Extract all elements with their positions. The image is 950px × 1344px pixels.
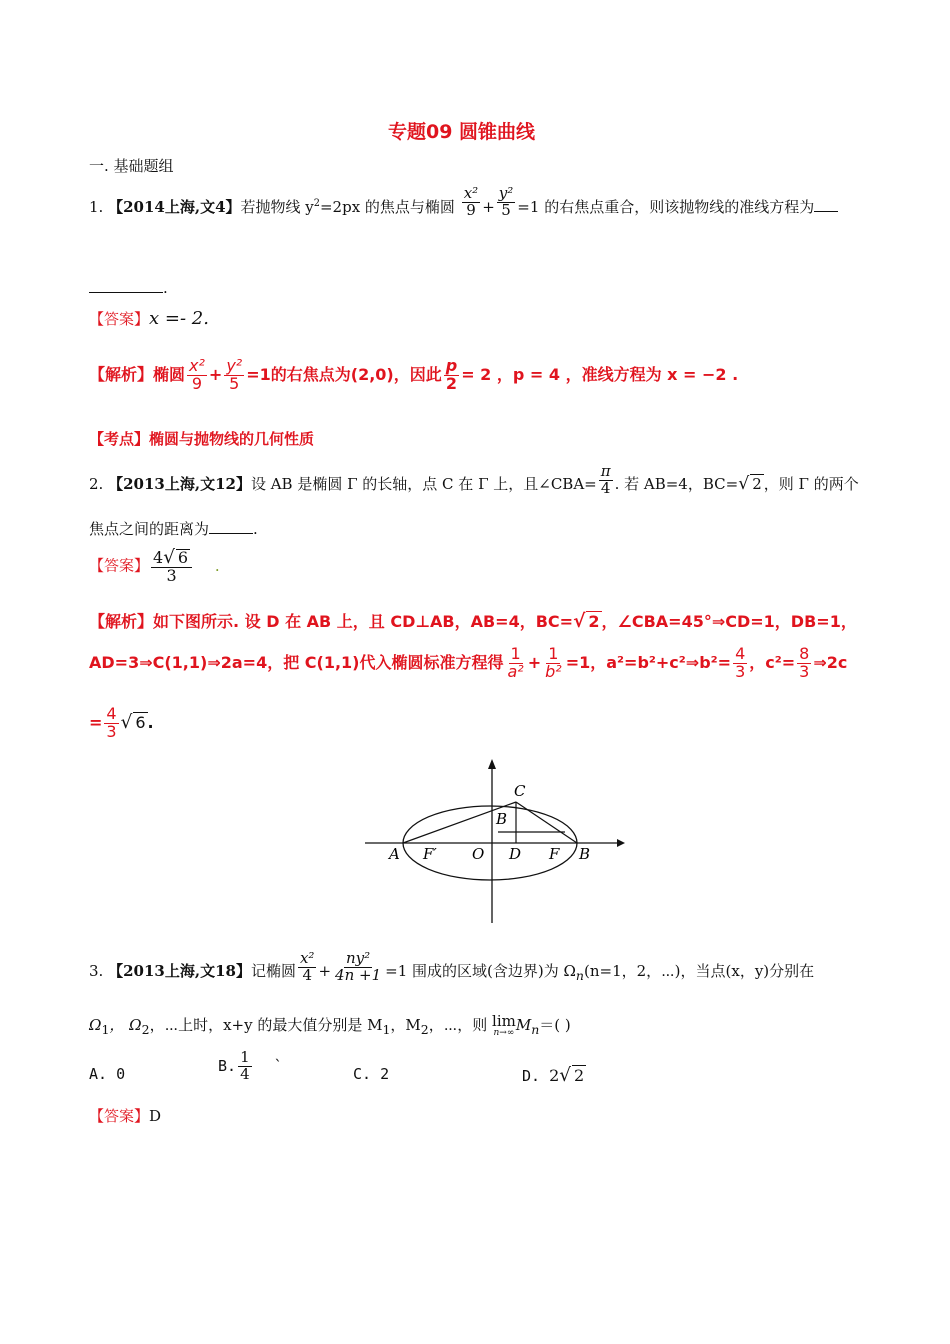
- question-1-analysis: 【解析】椭圆 $\frac{\text{x²}}{9}$ + $\frac{\text{y²}}{5}$ =1的右焦点为(2,0)，因此 $\frac{p}{2}$ = 2 ，p = 4 ，准线方程为 x = −2 .: [89, 356, 739, 393]
- question-1-kaodian: 【考点】椭圆与抛物线的几何性质: [89, 430, 315, 448]
- label-A: A: [389, 845, 400, 863]
- page-title: 专题09 圆锥曲线: [388, 121, 536, 143]
- option-B[interactable]: B. $\frac{1}{4}$ `: [218, 1048, 283, 1083]
- question-2-analysis-line-3: = $\frac{4}{3}$ √ 6 .: [89, 704, 154, 741]
- option-D[interactable]: D. 2√ 2: [522, 1065, 585, 1086]
- question-1-line-1: 1. 【2014上海,文4】若抛物线 $y^2=2px$ 的焦点与椭圆 $\frac{\text{x²}}{9}$ + $\frac{\text{y²}}{5}$ =1 的右焦点重合，则该抛物线的准线方程为: [89, 196, 838, 218]
- question-3-answer: 【答案】D: [89, 1107, 162, 1125]
- section-heading: 一. 基础题组: [89, 157, 174, 175]
- question-2-line-1: 2. 【2013上海,文12】设 AB 是椭圆 Γ 的长轴，点 C 在 Γ 上，且∠CBA= $\frac{\pi}{4}$ . 若 AB=4，BC=√ 2 ，则 Γ 的两个: [89, 461, 859, 497]
- question-3-line-1: 3. 【2013上海,文18】记椭圆 $\frac{\text{x²}}{4}$ + $\frac{\text{ny²}}{4n +1}$ =1 围成的区域(含边界)为 $\Omega_n(n=1$，2，⋯)，当点(x，y)分别在: [89, 948, 815, 984]
- segment-CB: [516, 802, 577, 843]
- label-C: C: [514, 782, 526, 800]
- question-2-line-2: 焦点之间的距离为 .: [89, 520, 258, 538]
- question-2-analysis-line-1: 【解析】如下图所示. 设 D 在 AB 上，且 CD⊥AB，AB=4，BC=√ 2 ，∠CBA=45°⇒CD=1，DB=1，: [89, 611, 857, 632]
- label-F-prime: F′: [423, 845, 437, 863]
- question-1-blank: .: [89, 279, 168, 297]
- y-axis-arrow: [488, 759, 496, 769]
- x-axis-arrow: [617, 839, 625, 847]
- question-3-line-2: $\Omega_1$， $\Omega_2$，⋯上时，x+y 的最大值分别是 $M_1$，$M_2$，⋯，则 lim n→∞ $M_n=$( ): [89, 1012, 571, 1038]
- question-2-answer: 【答案】 $\frac{4√ 6}{3}$ .: [89, 547, 220, 586]
- option-C[interactable]: C. 2: [353, 1065, 390, 1083]
- option-A[interactable]: A. 0: [89, 1065, 126, 1083]
- ellipse-figure: [355, 755, 625, 930]
- label-B-axis: B: [579, 845, 591, 863]
- question-2-analysis-line-2: AD=3⇒C(1,1)⇒2a=4，把 C(1,1)代入椭圆标准方程得 $\frac{1}{\text{a²}}$ + $\frac{1}{\text{b²}}$ =1，a²=b²+c²⇒b²= $\frac{4}{3}$ ，c²= $\frac{8}{3}$ ⇒2c: [89, 644, 848, 681]
- label-O: O: [472, 845, 485, 863]
- label-D: D: [509, 845, 522, 863]
- question-1-answer: 【答案】x =- 2.: [89, 308, 209, 329]
- label-F: F: [549, 845, 560, 863]
- label-B: B: [496, 810, 508, 828]
